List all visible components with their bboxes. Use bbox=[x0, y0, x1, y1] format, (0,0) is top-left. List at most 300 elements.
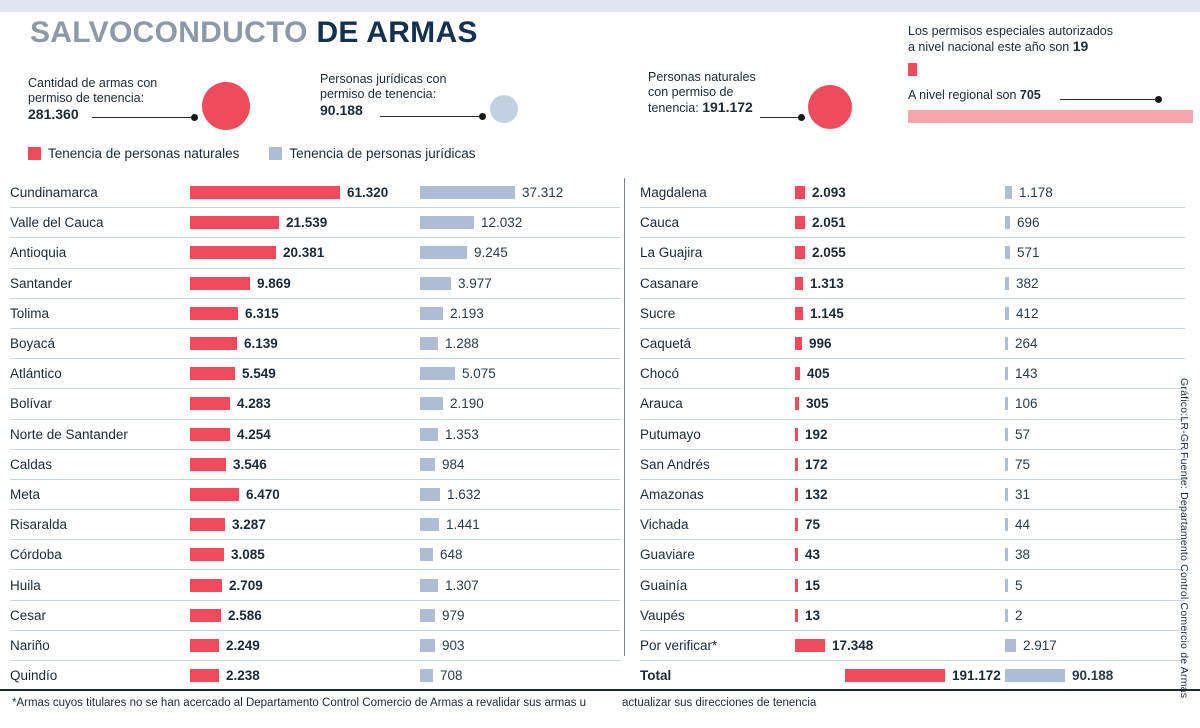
bar-juridicas bbox=[420, 669, 433, 682]
bar-naturales bbox=[190, 518, 225, 531]
value-juridicas: 31 bbox=[1015, 486, 1031, 502]
bar-juridicas bbox=[1005, 216, 1010, 229]
row-label: Boyacá bbox=[10, 328, 190, 358]
bar-juridicas bbox=[420, 548, 433, 561]
row-bar-juridicas bbox=[1005, 298, 1185, 328]
table-row bbox=[640, 359, 1185, 389]
row-bar-juridicas bbox=[1005, 359, 1185, 389]
row-bar-naturales bbox=[795, 479, 1005, 509]
row-bar-naturales bbox=[795, 328, 1005, 358]
top-band bbox=[0, 0, 1200, 12]
table-row bbox=[640, 238, 1185, 268]
footnote-left: *Armas cuyos titulares no se han acercado al Departamento Control Comercio de Armas a revalidar sus armas u bbox=[12, 697, 586, 709]
table-row bbox=[10, 359, 620, 389]
bar-juridicas bbox=[420, 307, 443, 320]
table-row bbox=[640, 178, 1185, 208]
value-juridicas: 903 bbox=[442, 637, 465, 653]
value-juridicas: 571 bbox=[1017, 245, 1040, 261]
bubble-armas bbox=[202, 82, 250, 130]
bar-naturales bbox=[795, 548, 798, 561]
connector-line-4 bbox=[1060, 99, 1160, 100]
value-naturales: 6.315 bbox=[245, 305, 279, 321]
bar-naturales bbox=[190, 488, 239, 501]
value-naturales: 3.546 bbox=[233, 456, 267, 472]
value-naturales: 132 bbox=[805, 486, 828, 502]
legend-label-juridicas: Tenencia de personas jurídicas bbox=[289, 146, 476, 161]
value-juridicas: 75 bbox=[1015, 456, 1031, 472]
bar-juridicas bbox=[1005, 458, 1008, 471]
bar-juridicas bbox=[420, 216, 474, 229]
table-row bbox=[640, 479, 1185, 509]
value-juridicas: 979 bbox=[442, 607, 465, 623]
row-bar-juridicas bbox=[1005, 630, 1185, 660]
stat-armas-label-1: Cantidad de armas con bbox=[28, 76, 158, 90]
row-bar-naturales bbox=[795, 178, 1005, 208]
bar-juridicas bbox=[420, 246, 467, 259]
row-label: Guainía bbox=[640, 570, 795, 600]
legend-item-naturales bbox=[28, 146, 239, 161]
legend-swatch-naturales bbox=[28, 147, 41, 160]
stat-armas-tenencia bbox=[28, 76, 208, 122]
row-bar-juridicas bbox=[420, 630, 620, 660]
row-bar-naturales bbox=[795, 298, 1005, 328]
row-label: Caldas bbox=[10, 449, 190, 479]
row-bar-naturales bbox=[190, 510, 420, 540]
bar-juridicas bbox=[420, 337, 438, 350]
value-juridicas: 648 bbox=[440, 547, 463, 563]
bar-juridicas bbox=[420, 186, 515, 199]
special-permits-regional-label bbox=[908, 88, 1041, 102]
value-juridicas: 143 bbox=[1015, 366, 1038, 382]
bar-juridicas bbox=[1005, 397, 1008, 410]
row-label: Cauca bbox=[640, 208, 795, 238]
bar-naturales bbox=[190, 186, 340, 199]
table-left bbox=[10, 178, 620, 691]
row-bar-naturales bbox=[190, 208, 420, 238]
bar-juridicas bbox=[1005, 277, 1009, 290]
row-bar-naturales bbox=[190, 661, 420, 691]
row-label: Arauca bbox=[640, 389, 795, 419]
row-bar-naturales bbox=[190, 600, 420, 630]
stat-naturales-tenencia bbox=[648, 70, 828, 116]
row-bar-naturales bbox=[795, 389, 1005, 419]
row-label: Bolívar bbox=[10, 389, 190, 419]
bar-naturales bbox=[795, 246, 805, 259]
bar-naturales bbox=[190, 458, 226, 471]
row-label: Santander bbox=[10, 268, 190, 298]
value-juridicas: 5.075 bbox=[462, 366, 496, 382]
bar-naturales bbox=[190, 579, 222, 592]
value-naturales: 6.470 bbox=[246, 486, 280, 502]
bar-naturales bbox=[190, 397, 230, 410]
table-row bbox=[10, 449, 620, 479]
bar-juridicas bbox=[1005, 669, 1065, 682]
value-naturales: 405 bbox=[807, 366, 830, 382]
value-naturales: 172 bbox=[805, 456, 828, 472]
table-row bbox=[10, 298, 620, 328]
value-naturales: 305 bbox=[806, 396, 829, 412]
bar-naturales bbox=[795, 367, 800, 380]
bar-juridicas bbox=[420, 458, 435, 471]
bar-naturales bbox=[190, 216, 279, 229]
row-label: Nariño bbox=[10, 630, 190, 660]
value-naturales: 2.249 bbox=[226, 637, 260, 653]
value-naturales: 1.145 bbox=[810, 305, 844, 321]
value-juridicas: 106 bbox=[1015, 396, 1038, 412]
row-bar-naturales bbox=[190, 359, 420, 389]
value-naturales: 13 bbox=[805, 607, 821, 623]
value-naturales: 4.283 bbox=[237, 396, 271, 412]
row-bar-juridicas bbox=[420, 449, 620, 479]
bar-juridicas bbox=[1005, 428, 1008, 441]
table-row bbox=[640, 268, 1185, 298]
table-row-total bbox=[640, 661, 1185, 691]
row-bar-naturales bbox=[190, 178, 420, 208]
stat-juridicas-value: 90.188 bbox=[320, 102, 363, 118]
row-label: Casanare bbox=[640, 268, 795, 298]
special-permits-line-1: Los permisos especiales autorizados bbox=[908, 24, 1113, 38]
stat-juridicas-label-1: Personas jurídicas con bbox=[320, 72, 447, 86]
table-row bbox=[640, 449, 1185, 479]
row-label: Norte de Santander bbox=[10, 419, 190, 449]
row-bar-naturales bbox=[190, 268, 420, 298]
value-naturales: 996 bbox=[809, 336, 832, 352]
bubble-naturales bbox=[808, 85, 852, 129]
credit-source: Fuente: Departamento Control Comercio de Armas bbox=[1178, 452, 1190, 699]
title-part-1: SALVOCONDUCTO bbox=[30, 16, 317, 49]
table-row bbox=[10, 208, 620, 238]
bar-juridicas bbox=[1005, 337, 1008, 350]
table-row bbox=[640, 419, 1185, 449]
row-bar-juridicas bbox=[420, 298, 620, 328]
bar-juridicas bbox=[420, 518, 439, 531]
value-juridicas: 2.917 bbox=[1023, 637, 1057, 653]
value-naturales: 21.539 bbox=[286, 215, 328, 231]
table-row bbox=[10, 570, 620, 600]
bar-naturales bbox=[795, 277, 803, 290]
table-row bbox=[640, 510, 1185, 540]
bar-naturales bbox=[795, 397, 799, 410]
connector-line-2 bbox=[380, 116, 482, 117]
value-naturales: 6.139 bbox=[244, 336, 278, 352]
row-bar-juridicas bbox=[420, 268, 620, 298]
legend-label-naturales: Tenencia de personas naturales bbox=[48, 146, 240, 161]
stat-armas-value: 281.360 bbox=[28, 106, 79, 122]
stat-naturales-label-3: tenencia: bbox=[648, 101, 703, 115]
table-row bbox=[640, 298, 1185, 328]
row-bar-naturales bbox=[795, 359, 1005, 389]
special-permits-regional-text: A nivel regional son bbox=[908, 88, 1020, 102]
row-bar-juridicas bbox=[420, 419, 620, 449]
row-label: Vaupés bbox=[640, 600, 795, 630]
row-bar-juridicas bbox=[420, 600, 620, 630]
row-label: Amazonas bbox=[640, 479, 795, 509]
stat-naturales-value: 191.172 bbox=[702, 99, 753, 115]
legend-swatch-juridicas bbox=[269, 147, 282, 160]
value-naturales: 5.549 bbox=[242, 366, 276, 382]
row-label: Atlántico bbox=[10, 359, 190, 389]
row-label: Quindío bbox=[10, 661, 190, 691]
table-row bbox=[10, 630, 620, 660]
row-bar-juridicas bbox=[1005, 540, 1185, 570]
bar-juridicas bbox=[420, 277, 451, 290]
footnote-right: actualizar sus direcciones de tenencia bbox=[622, 697, 817, 709]
bar-juridicas bbox=[1005, 246, 1010, 259]
connector-line-3 bbox=[760, 117, 802, 118]
bar-naturales bbox=[190, 428, 230, 441]
bar-juridicas bbox=[1005, 579, 1008, 592]
value-naturales: 75 bbox=[805, 517, 821, 533]
row-label: Huila bbox=[10, 570, 190, 600]
bar-naturales bbox=[190, 246, 276, 259]
row-bar-juridicas bbox=[420, 178, 620, 208]
table-row bbox=[10, 238, 620, 268]
row-label: La Guajira bbox=[640, 238, 795, 268]
value-juridicas: 1.632 bbox=[447, 486, 481, 502]
value-juridicas: 708 bbox=[440, 668, 463, 684]
table-row bbox=[640, 208, 1185, 238]
value-naturales: 20.381 bbox=[283, 245, 325, 261]
bar-naturales bbox=[190, 609, 221, 622]
bar-juridicas bbox=[420, 609, 435, 622]
title-part-2: DE ARMAS bbox=[316, 16, 478, 49]
bar-juridicas bbox=[1005, 518, 1008, 531]
value-juridicas: 3.977 bbox=[458, 275, 492, 291]
value-naturales: 2.586 bbox=[228, 607, 262, 623]
row-bar-naturales bbox=[795, 630, 1005, 660]
row-bar-naturales bbox=[190, 630, 420, 660]
value-naturales: 43 bbox=[805, 547, 821, 563]
table-right bbox=[640, 178, 1185, 690]
row-label: Caquetá bbox=[640, 328, 795, 358]
row-bar-juridicas bbox=[1005, 570, 1185, 600]
table-row bbox=[640, 600, 1185, 630]
bar-naturales bbox=[190, 669, 219, 682]
connector-dot-3 bbox=[798, 114, 805, 121]
row-bar-naturales bbox=[190, 570, 420, 600]
row-bar-naturales bbox=[190, 449, 420, 479]
bar-juridicas bbox=[1005, 488, 1008, 501]
bar-naturales bbox=[795, 458, 798, 471]
bubble-juridicas bbox=[490, 95, 518, 123]
bar-naturales bbox=[845, 669, 945, 682]
row-label: Total bbox=[640, 668, 672, 684]
table-row bbox=[640, 570, 1185, 600]
page-title bbox=[30, 18, 478, 48]
bar-naturales bbox=[795, 518, 798, 531]
table-row bbox=[640, 328, 1185, 358]
connector-dot-1 bbox=[191, 114, 198, 121]
value-juridicas: 5 bbox=[1015, 577, 1023, 593]
row-bar-juridicas bbox=[1005, 178, 1185, 208]
value-juridicas: 1.307 bbox=[445, 577, 479, 593]
row-bar-juridicas bbox=[420, 389, 620, 419]
value-juridicas: 1.441 bbox=[446, 517, 480, 533]
row-label: San Andrés bbox=[640, 449, 795, 479]
row-label: Valle del Cauca bbox=[10, 208, 190, 238]
bar-juridicas bbox=[420, 639, 435, 652]
special-permits-regional-bar bbox=[908, 110, 1193, 123]
bar-naturales bbox=[795, 428, 798, 441]
row-bar-naturales bbox=[795, 238, 1005, 268]
row-bar-juridicas bbox=[1005, 419, 1185, 449]
row-label: Chocó bbox=[640, 359, 795, 389]
row-bar-juridicas bbox=[1005, 238, 1185, 268]
footnote bbox=[0, 689, 1200, 728]
value-juridicas: 44 bbox=[1015, 517, 1031, 533]
value-juridicas: 696 bbox=[1017, 215, 1040, 231]
row-label: Putumayo bbox=[640, 419, 795, 449]
bar-naturales bbox=[795, 337, 802, 350]
value-naturales: 9.869 bbox=[257, 275, 291, 291]
stat-naturales-label-1: Personas naturales bbox=[648, 70, 756, 84]
row-bar-naturales bbox=[190, 328, 420, 358]
value-naturales: 3.085 bbox=[231, 547, 265, 563]
stat-armas-label-2: permiso de tenencia: bbox=[28, 91, 145, 105]
value-juridicas: 2 bbox=[1015, 607, 1023, 623]
bar-naturales bbox=[795, 579, 798, 592]
row-bar-juridicas bbox=[1005, 208, 1185, 238]
credit-graphic: Gráfico:LR-GR bbox=[1178, 378, 1190, 451]
value-naturales: 191.172 bbox=[952, 668, 1001, 684]
bar-naturales bbox=[795, 488, 798, 501]
row-bar-juridicas bbox=[1005, 389, 1185, 419]
legend bbox=[28, 146, 498, 161]
bar-naturales bbox=[190, 367, 235, 380]
row-label: Tolima bbox=[10, 298, 190, 328]
special-permits-block bbox=[908, 24, 1198, 55]
row-bar-naturales bbox=[795, 540, 1005, 570]
connector-dot-2 bbox=[479, 113, 486, 120]
row-bar-juridicas bbox=[420, 238, 620, 268]
table-row bbox=[640, 540, 1185, 570]
row-bar-naturales bbox=[190, 419, 420, 449]
value-naturales: 1.313 bbox=[810, 275, 844, 291]
row-bar-naturales bbox=[795, 600, 1005, 630]
row-label: Cesar bbox=[10, 600, 190, 630]
value-juridicas: 38 bbox=[1015, 547, 1031, 563]
row-bar-naturales bbox=[795, 268, 1005, 298]
connector-dot-4 bbox=[1155, 96, 1162, 103]
value-juridicas: 57 bbox=[1015, 426, 1031, 442]
row-bar-naturales bbox=[795, 449, 1005, 479]
table-row bbox=[640, 389, 1185, 419]
connector-line-1 bbox=[92, 117, 195, 118]
row-bar-naturales bbox=[795, 419, 1005, 449]
table-row bbox=[10, 268, 620, 298]
row-label: Por verificar* bbox=[640, 630, 795, 660]
row-bar-juridicas bbox=[420, 479, 620, 509]
value-juridicas: 12.032 bbox=[481, 215, 523, 231]
bar-naturales bbox=[795, 307, 803, 320]
table-row bbox=[10, 479, 620, 509]
table-row bbox=[10, 419, 620, 449]
bar-naturales bbox=[190, 307, 238, 320]
table-row bbox=[10, 328, 620, 358]
value-juridicas: 984 bbox=[442, 456, 465, 472]
bar-juridicas bbox=[1005, 367, 1008, 380]
value-naturales: 61.320 bbox=[347, 185, 389, 201]
row-bar-naturales bbox=[190, 389, 420, 419]
row-label: Meta bbox=[10, 479, 190, 509]
row-bar-juridicas bbox=[420, 540, 620, 570]
value-juridicas: 9.245 bbox=[474, 245, 508, 261]
special-permits-regional-value: 705 bbox=[1019, 88, 1041, 102]
row-label: Sucre bbox=[640, 298, 795, 328]
row-bar-naturales bbox=[190, 540, 420, 570]
value-naturales: 4.254 bbox=[237, 426, 271, 442]
table-row bbox=[10, 661, 620, 691]
bar-naturales bbox=[190, 277, 250, 290]
special-permits-national-value: 19 bbox=[1072, 38, 1089, 54]
row-bar-juridicas bbox=[1005, 479, 1185, 509]
row-bar-naturales bbox=[795, 208, 1005, 238]
row-label: Córdoba bbox=[10, 540, 190, 570]
value-naturales: 2.055 bbox=[812, 245, 846, 261]
value-juridicas: 1.288 bbox=[445, 336, 479, 352]
row-bar-naturales bbox=[190, 238, 420, 268]
row-bar-juridicas bbox=[1005, 268, 1185, 298]
stat-naturales-label-2: con permiso de bbox=[648, 85, 734, 99]
bar-juridicas bbox=[420, 579, 438, 592]
bar-juridicas bbox=[1005, 186, 1012, 199]
value-juridicas: 1.178 bbox=[1019, 185, 1053, 201]
bar-naturales bbox=[190, 639, 219, 652]
special-permits-line-2: a nivel nacional este año son bbox=[908, 40, 1073, 54]
row-bar-juridicas bbox=[1005, 510, 1185, 540]
bar-naturales bbox=[795, 609, 798, 622]
row-bar-juridicas bbox=[420, 328, 620, 358]
table-row bbox=[10, 389, 620, 419]
row-bar-juridicas bbox=[1005, 661, 1185, 691]
stat-juridicas-label-2: permiso de tenencia: bbox=[320, 87, 437, 101]
row-bar-naturales bbox=[190, 298, 420, 328]
table-row bbox=[640, 630, 1185, 660]
bar-juridicas bbox=[1005, 639, 1016, 652]
value-juridicas: 1.353 bbox=[445, 426, 479, 442]
bar-naturales bbox=[795, 216, 805, 229]
stat-juridicas-tenencia bbox=[320, 72, 500, 118]
bar-juridicas bbox=[1005, 307, 1009, 320]
value-naturales: 2.051 bbox=[812, 215, 846, 231]
value-naturales: 192 bbox=[805, 426, 828, 442]
value-juridicas: 382 bbox=[1016, 275, 1039, 291]
bar-naturales bbox=[795, 639, 825, 652]
bar-naturales bbox=[795, 186, 805, 199]
bar-naturales bbox=[190, 337, 237, 350]
legend-item-juridicas bbox=[269, 146, 475, 161]
value-juridicas: 37.312 bbox=[522, 185, 564, 201]
row-bar-juridicas bbox=[420, 661, 620, 691]
value-juridicas: 2.190 bbox=[450, 396, 484, 412]
bar-juridicas bbox=[420, 397, 443, 410]
row-label: Magdalena bbox=[640, 178, 795, 208]
special-permits-national-bar bbox=[908, 63, 917, 76]
row-bar-juridicas bbox=[420, 510, 620, 540]
value-juridicas: 2.193 bbox=[450, 305, 484, 321]
value-naturales: 2.238 bbox=[226, 668, 260, 684]
row-label: Cundinamarca bbox=[10, 178, 190, 208]
bar-naturales bbox=[190, 548, 224, 561]
row-bar-juridicas bbox=[420, 208, 620, 238]
value-naturales: 3.287 bbox=[232, 517, 266, 533]
row-bar-juridicas bbox=[1005, 449, 1185, 479]
row-bar-juridicas bbox=[420, 570, 620, 600]
value-juridicas: 90.188 bbox=[1072, 668, 1114, 684]
column-divider bbox=[624, 178, 625, 656]
value-juridicas: 264 bbox=[1015, 336, 1038, 352]
row-label: Vichada bbox=[640, 510, 795, 540]
